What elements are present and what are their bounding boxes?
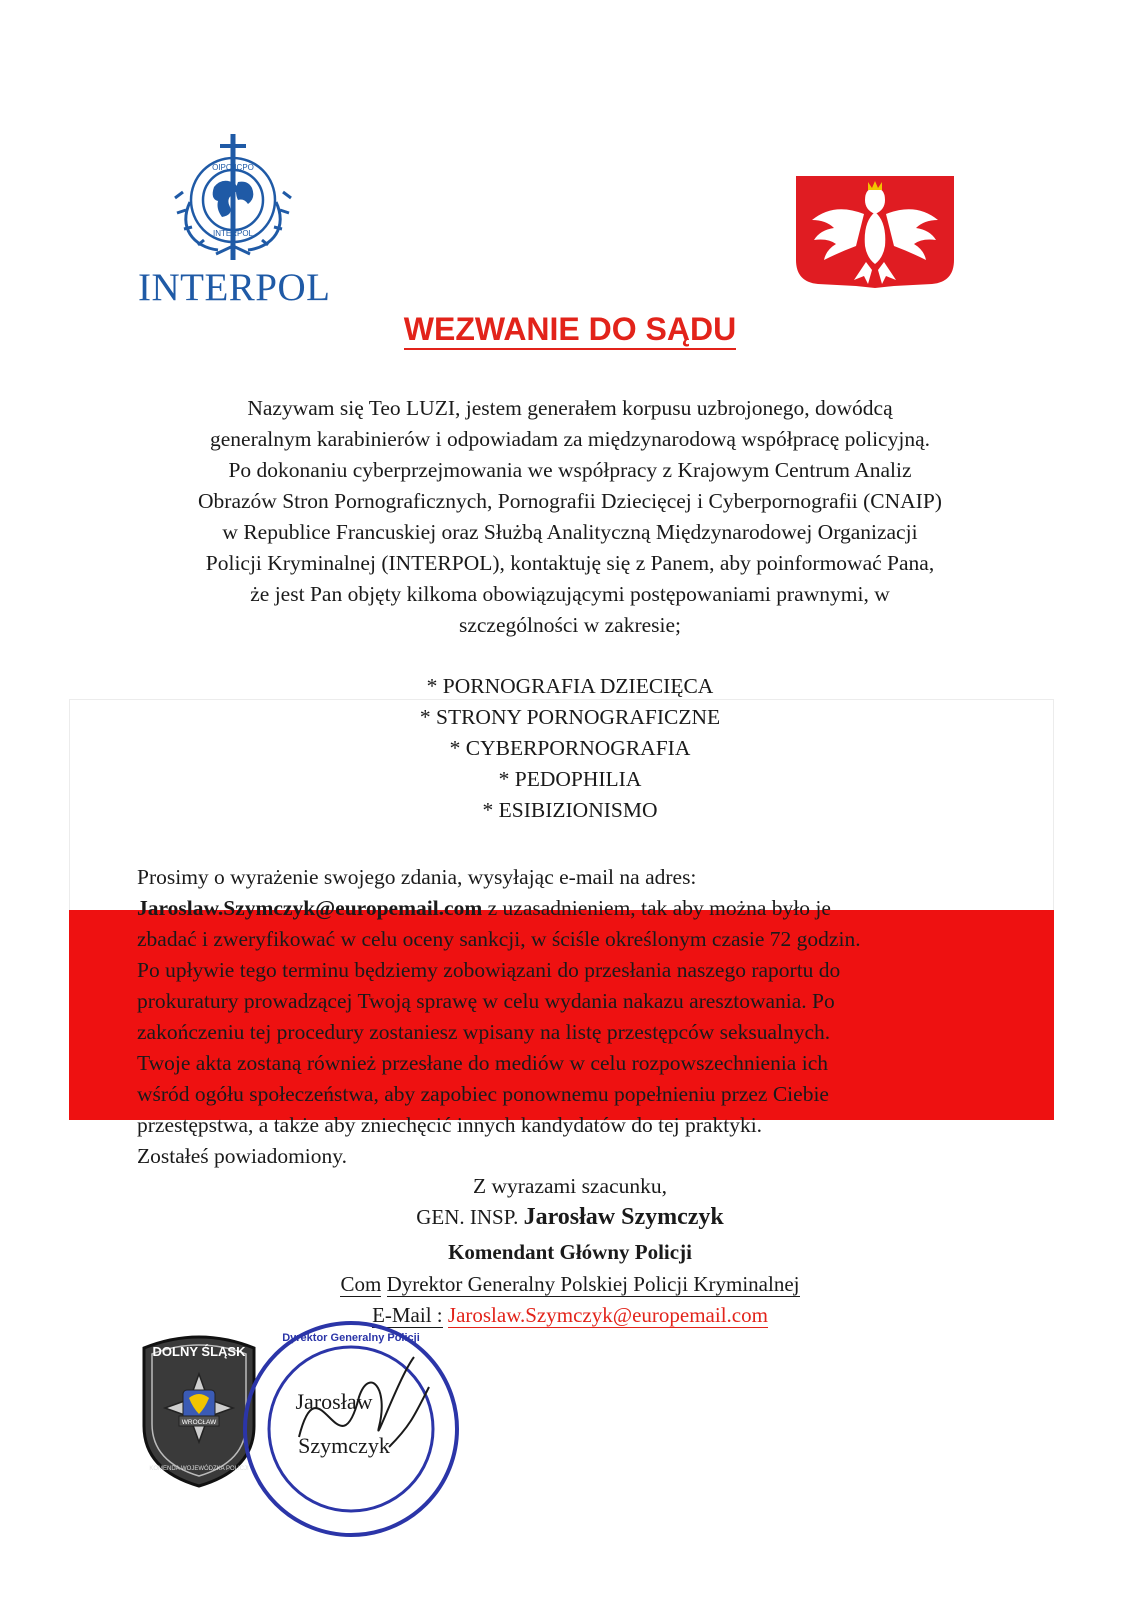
request-line bbox=[137, 893, 1007, 924]
badge-ring-text: KOMENDA WOJEWÓDZKA POLICJI bbox=[149, 1466, 249, 1472]
contact-line bbox=[0, 1303, 1140, 1328]
badge-top-text: DOLNY ŚLĄSK bbox=[152, 1344, 246, 1359]
intro-line: Obrazów Stron Pornograficznych, Pornografii Dziecięcej i Cyberpornografii (CNAIP) bbox=[198, 489, 942, 513]
request-line: wśród ogółu społeczeństwa, aby zapobiec ponownemu popełnieniu przez Ciebie bbox=[137, 1082, 829, 1106]
signatory-division bbox=[0, 1272, 1140, 1297]
division-prefix: Com bbox=[340, 1272, 382, 1296]
request-line: Twoje akta zostaną również przesłane do mediów w celu rozpowszechnienia ich bbox=[137, 1051, 828, 1075]
interpol-logo-text: INTERPOL bbox=[138, 266, 331, 309]
document-title: WEZWANIE DO SĄDU bbox=[0, 311, 1140, 348]
request-line: zbadać i zweryfikować w celu oceny sankcji, w ściśle określonym czasie 72 godzin. bbox=[137, 927, 861, 951]
official-stamp-icon bbox=[239, 1317, 464, 1539]
signatory-name: Jarosław Szymczyk bbox=[523, 1204, 724, 1230]
signatory-rank: GEN. INSP. bbox=[416, 1205, 524, 1229]
signatory-line bbox=[0, 1204, 1140, 1231]
request-line: Prosimy o wyrażenie swojego zdania, wysyłając e-mail na adres: bbox=[137, 865, 697, 889]
email-label: E-Mail : bbox=[372, 1303, 443, 1327]
request-line: zakończeniu tej procedury zostaniesz wpisany na listę przestępców seksualnych. bbox=[137, 1020, 831, 1044]
email-link[interactable]: Jaroslaw.Szymczyk@europemail.com bbox=[447, 1303, 768, 1327]
request-line: Zostałeś powiadomiony. bbox=[137, 1144, 347, 1168]
request-line: przestępstwa, a także aby zniechęcić innych kandydatów do tej praktyki. bbox=[137, 1113, 763, 1137]
division-name: Dyrektor Generalny Polskiej Policji Kryminalnej bbox=[386, 1272, 800, 1296]
request-paragraph bbox=[137, 862, 1007, 1172]
charge-item: * CYBERPORNOGRAFIA bbox=[449, 736, 691, 760]
polish-eagle-shield-icon bbox=[794, 174, 956, 288]
request-line-rest: z uzasadnieniem, tak aby można było je bbox=[482, 896, 831, 920]
charge-item: * PEDOPHILIA bbox=[498, 767, 642, 791]
stamp-name-line1: Jarosław bbox=[295, 1389, 373, 1414]
request-line: Po upływie tego terminu będziemy zobowiązani do przesłania naszego raportu do bbox=[137, 958, 841, 982]
closing-salutation: Z wyrazami szacunku, bbox=[472, 1174, 667, 1198]
intro-line: że jest Pan objęty kilkoma obowiązującymi postępowaniami prawnymi, w bbox=[250, 582, 890, 606]
charge-item: * ESIBIZIONISMO bbox=[482, 798, 658, 822]
intro-line: szczególności w zakresie; bbox=[458, 613, 682, 637]
stamp-name-line2: Szymczyk bbox=[298, 1433, 390, 1458]
intro-line: Po dokonaniu cyberprzejmowania we współpracy z Krajowym Centrum Analiz bbox=[228, 458, 912, 482]
request-line: prokuratury prowadzącej Twoją sprawę w celu wydania nakazu aresztowania. Po bbox=[137, 989, 835, 1013]
badge-city-text: WROCŁAW bbox=[181, 1419, 217, 1426]
charge-item: * PORNOGRAFIA DZIECIĘCA bbox=[426, 674, 714, 698]
intro-line: w Republice Francuskiej oraz Służbą Analityczną Międzynarodowej Organizacji bbox=[222, 520, 918, 544]
charge-item: * STRONY PORNOGRAFICZNE bbox=[419, 705, 721, 729]
stamp-ring-text: Dyrektor Generalny Policji bbox=[282, 1332, 420, 1344]
intro-line: generalnym karabinierów i odpowiadam za międzynarodową współpracę policyjną. bbox=[210, 427, 930, 451]
intro-paragraph bbox=[110, 393, 1030, 641]
svg-text:INTERPOL: INTERPOL bbox=[212, 229, 254, 238]
request-email: Jaroslaw.Szymczyk@europemail.com bbox=[137, 896, 483, 920]
intro-line: Nazywam się Teo LUZI, jestem generałem korpusu uzbrojonego, dowódcą bbox=[247, 396, 893, 420]
charges-list bbox=[110, 671, 1030, 826]
svg-text:OIPC·ICPO: OIPC·ICPO bbox=[212, 163, 254, 172]
signatory-role: Komendant Główny Policji bbox=[448, 1240, 692, 1264]
intro-line: Policji Kryminalnej (INTERPOL), kontaktuję się z Panem, aby poinformować Pana, bbox=[205, 551, 935, 575]
